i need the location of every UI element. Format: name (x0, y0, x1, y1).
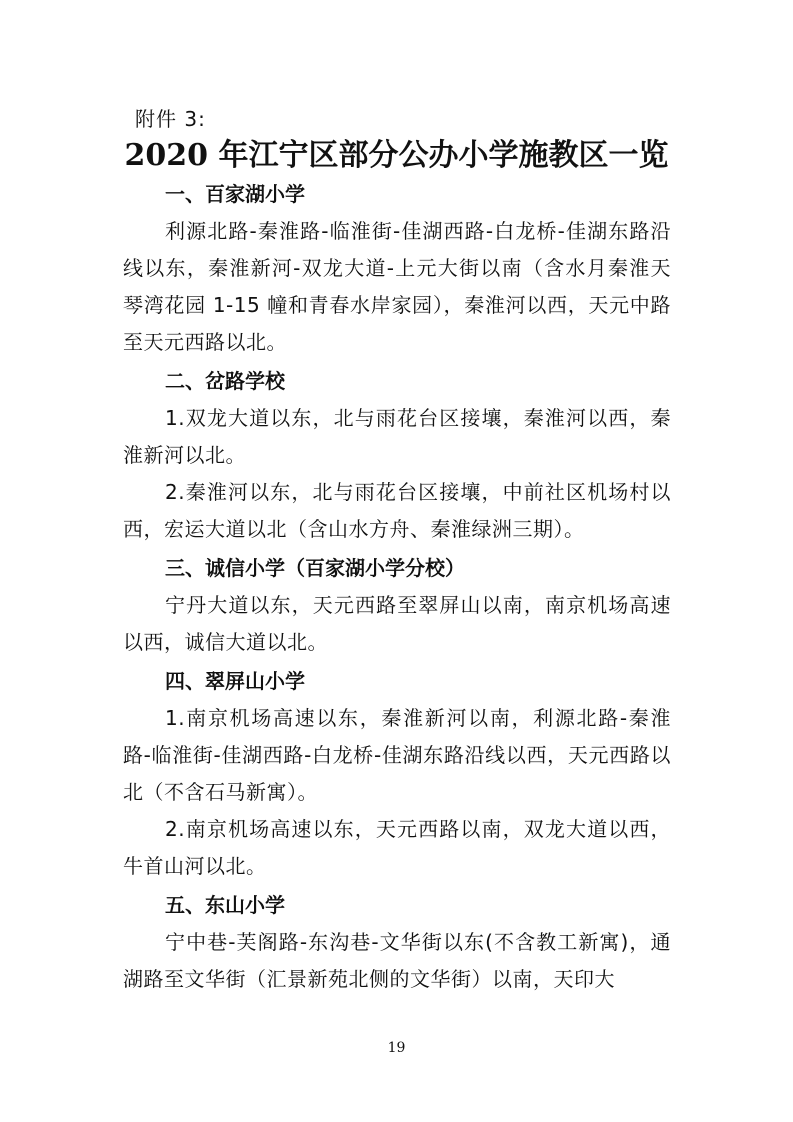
section-heading-dongshan: 五、东山小学 (165, 893, 285, 917)
section-paragraph: 2.秦淮河以东，北与雨花台区接壤，中前社区机场村以西，宏运大道以北（含山水方舟、秦淮绿洲三期）。 (123, 480, 671, 541)
section-paragraph: 宁中巷-芙阁路-东沟巷-文华街以东(不含教工新寓)，通湖路至文华街（汇景新苑北侧的文华街）以南，天印大 (123, 930, 671, 991)
attachment-label: 附件 3: (135, 107, 206, 131)
section-paragraph: 宁丹大道以东，天元西路至翠屏山以南，南京机场高速以西，诚信大道以北。 (123, 593, 671, 654)
page-number: 19 (387, 1040, 406, 1056)
section-paragraph: 2.南京机场高速以东，天元西路以南，双龙大道以西，牛首山河以北。 (123, 817, 671, 878)
document-body (123, 174, 671, 998)
document-title: 2020 年江宁区部分公办小学施教区一览 (124, 138, 669, 173)
section-heading-chalu: 二、岔路学校 (165, 369, 285, 393)
section-heading-baijiahu: 一、百家湖小学 (165, 182, 305, 206)
section-paragraph: 利源北路-秦淮路-临淮街-佳湖西路-白龙桥-佳湖东路沿线以东，秦淮新河-双龙大道-上元大街以南（含水月秦淮天琴湾花园 1-15 幢和青春水岸家园），秦淮河以西，天元中路至天元西路以北。 (123, 219, 671, 354)
section-heading-chengxin: 三、诚信小学（百家湖小学分校） (165, 556, 465, 580)
section-paragraph: 1.双龙大道以东，北与雨花台区接壤，秦淮河以西，秦淮新河以北。 (123, 406, 671, 467)
section-heading-cuipingshan: 四、翠屏山小学 (165, 669, 305, 693)
section-paragraph: 1.南京机场高速以东，秦淮新河以南，利源北路-秦淮路-临淮街-佳湖西路-白龙桥-佳湖东路沿线以西，天元西路以北（不含石马新寓）。 (123, 706, 671, 804)
